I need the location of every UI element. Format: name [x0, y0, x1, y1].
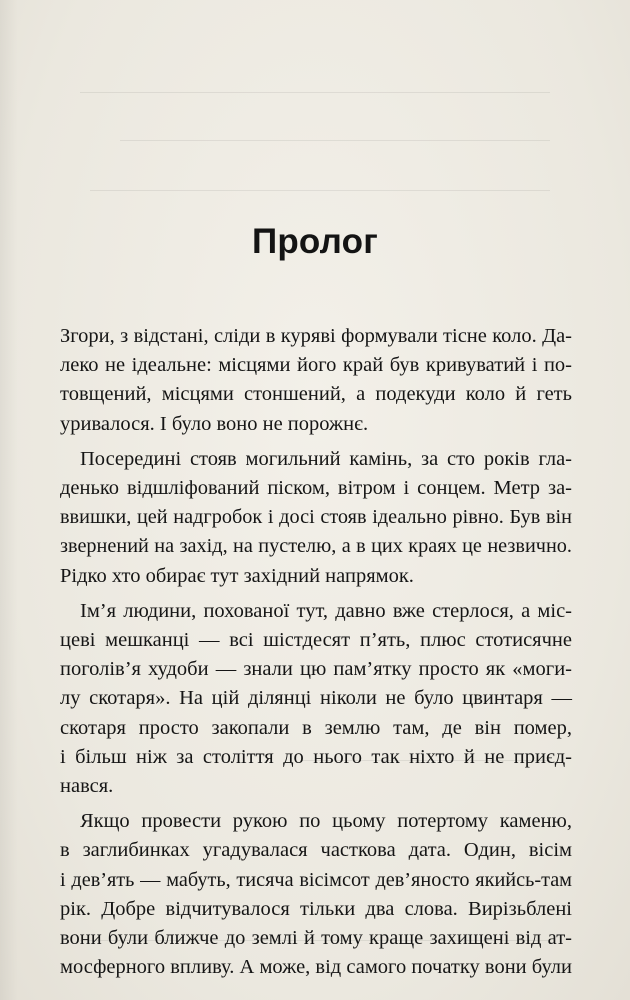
text-line: поголів’я худоби — знали цю пам’ятку просто як «моги- [60, 658, 572, 681]
ghost-line [70, 112, 590, 138]
text-line: Згори, з відстані, сліди в куряві формували тісне коло. Да- [60, 325, 572, 347]
paragraph [60, 597, 572, 801]
text-line: вони були ближче до землі й тому краще захищені від ат- [60, 927, 572, 950]
ghost-line [70, 86, 590, 112]
ghost-line [70, 60, 590, 86]
text-line: цеві мешканці — всі шістдесят п’ять, плюс стотисячне [60, 629, 572, 652]
text-line: скотаря просто закопали в землю там, де він помер, [60, 716, 572, 739]
text-line: мосферного впливу. А може, від самого початку вони були [60, 956, 572, 979]
text-line: уривалося. І було воно не порожнє. [60, 412, 369, 435]
ghost-rule [90, 190, 550, 191]
text-line: леко не ідеальне: місцями його край був кривуватий і по- [60, 354, 572, 377]
text-line: Якщо провести рукою по цьому потертому каменю, [80, 810, 572, 833]
chapter-title: Пролог [252, 222, 378, 261]
text-line: денько відшліфований піском, вітром і сонцем. Метр за- [60, 477, 572, 500]
text-line: в заглибинках угадувалася часткова дата. Один, вісім [60, 839, 572, 862]
text-line: Рідко хто обирає тут західний напрямок. [60, 564, 414, 587]
text-line: товщений, місцями стоншений, а подекуди коло й геть [60, 383, 572, 406]
show-through-text [70, 60, 590, 164]
body-text [60, 322, 572, 988]
paragraph [60, 322, 572, 439]
text-line: ввишки, цей надгробок і досі стояв ідеально рівно. Був він [60, 506, 572, 529]
text-line: лу скотаря». На цій ділянці ніколи не було цвинтаря — [60, 687, 572, 710]
text-line: і більш ніж за століття до нього так ніхто й не приєд- [60, 745, 572, 768]
paragraph [60, 807, 572, 982]
text-line: звернений на захід, на пустелю, а в цих краях це незвично. [60, 535, 572, 558]
ghost-line [70, 138, 590, 164]
paragraph [60, 445, 572, 591]
text-line: Посередині стояв могильний камінь, за сто років гла- [80, 447, 572, 470]
ghost-rule [80, 92, 550, 93]
text-line: нався. [60, 775, 114, 798]
text-line: Ім’я людини, похованої тут, давно вже стерлося, а міс- [80, 599, 572, 622]
ghost-rule [120, 140, 550, 141]
text-line: і дев’ять — мабуть, тисяча вісімсот дев’яносто якийсь-там [60, 868, 572, 891]
text-line: рік. Добре відчитувалося тільки два слова. Вирізьблені [60, 897, 572, 920]
